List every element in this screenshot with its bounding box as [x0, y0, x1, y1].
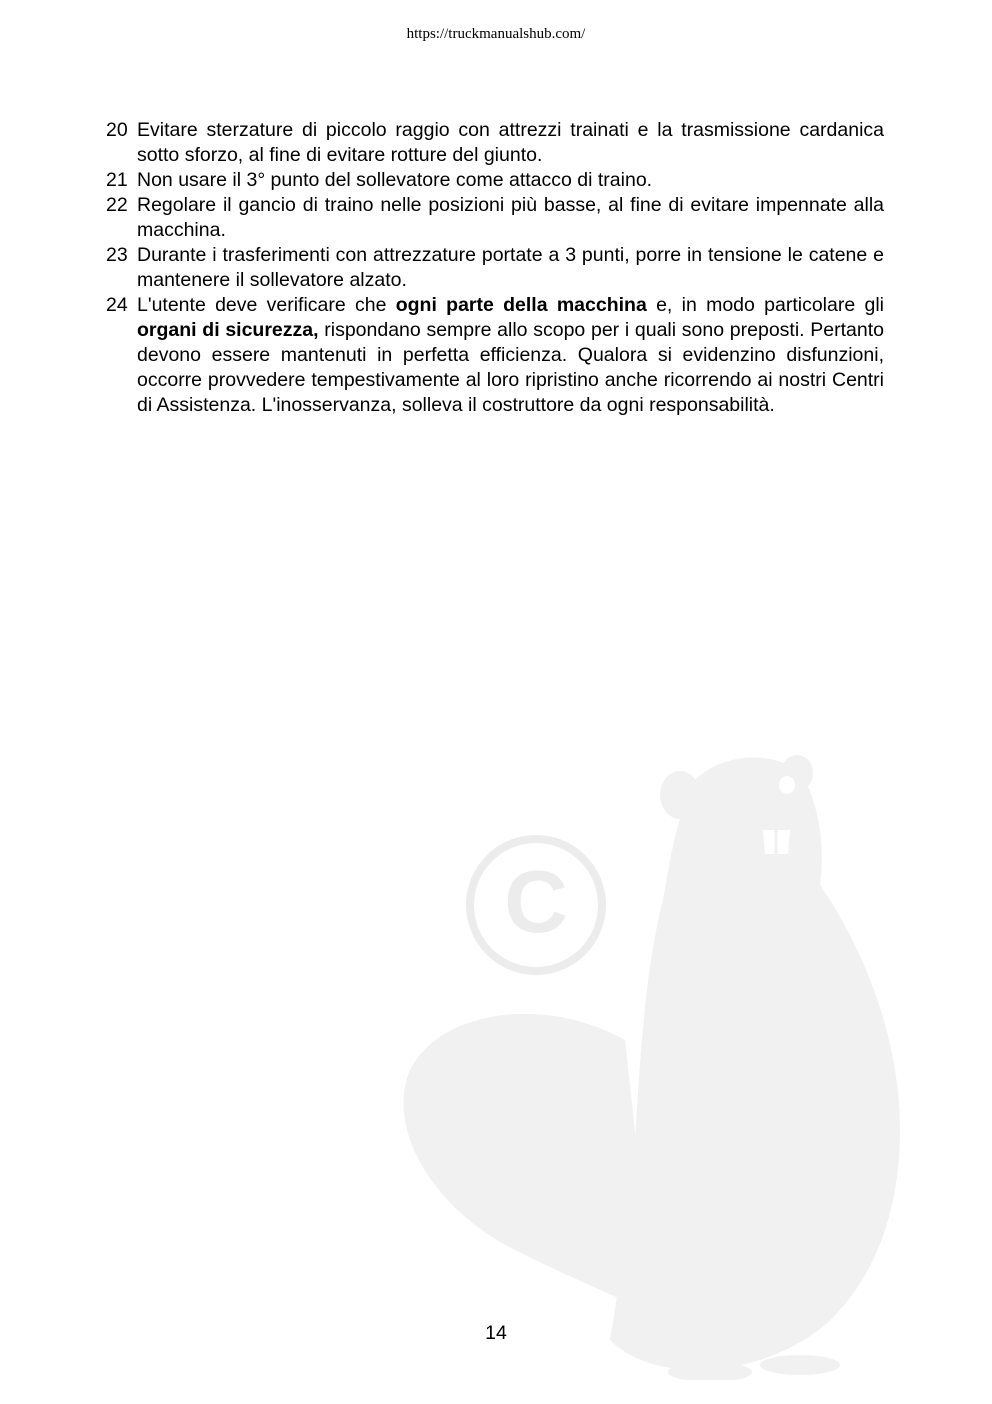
safety-instructions-list	[106, 118, 884, 418]
item-text: Non usare il 3° punto del sollevatore come attacco di traino.	[137, 169, 653, 191]
list-item-22	[106, 193, 884, 243]
item-text: Durante i trasferimenti con attrezzature portate a 3 punti, porre in tensione le catene e mantenere il sollevatore alzato.	[137, 244, 884, 291]
emphasis-text: ogni parte della macchina	[395, 294, 647, 316]
item-text-part: e, in modo particolare gli	[646, 294, 884, 316]
list-item-24	[106, 293, 884, 418]
item-text	[137, 293, 884, 418]
beaver-copyright-watermark-icon	[395, 740, 915, 1380]
item-number: 23	[106, 244, 128, 266]
item-number: 24	[106, 294, 128, 316]
item-number: 22	[106, 194, 128, 216]
header-url: https://truckmanualshub.com/	[406, 26, 586, 42]
item-text-part: rispondano sempre allo scopo per i quali sono preposti. Pertanto devono essere mantenuti in perfetta efficienza. Qualora si evidenzino disfunzioni, occorre provvedere tempestivamente al loro ripristino anche ricorrendo ai nostri Centri di Assistenza. L'inosservanza, solleva il costruttore da ogni responsabilità.	[137, 319, 884, 416]
item-number: 21	[106, 169, 128, 191]
list-item-20	[106, 118, 884, 168]
item-text: Regolare il gancio di traino nelle posizioni più basse, al fine di evitare impennate alla macchina.	[137, 194, 884, 241]
list-item-21	[106, 168, 884, 193]
list-item-23	[106, 243, 884, 293]
item-number: 20	[106, 119, 128, 141]
page-number: 14	[485, 1322, 507, 1344]
item-text-part: L'utente deve verificare che	[137, 294, 396, 316]
emphasis-text: organi di sicurezza,	[137, 319, 319, 341]
item-text: Evitare sterzature di piccolo raggio con attrezzi trainati e la trasmissione cardanica sotto sforzo, al fine di evitare rotture del giunto.	[137, 119, 884, 166]
svg-text:C: C	[504, 852, 568, 951]
